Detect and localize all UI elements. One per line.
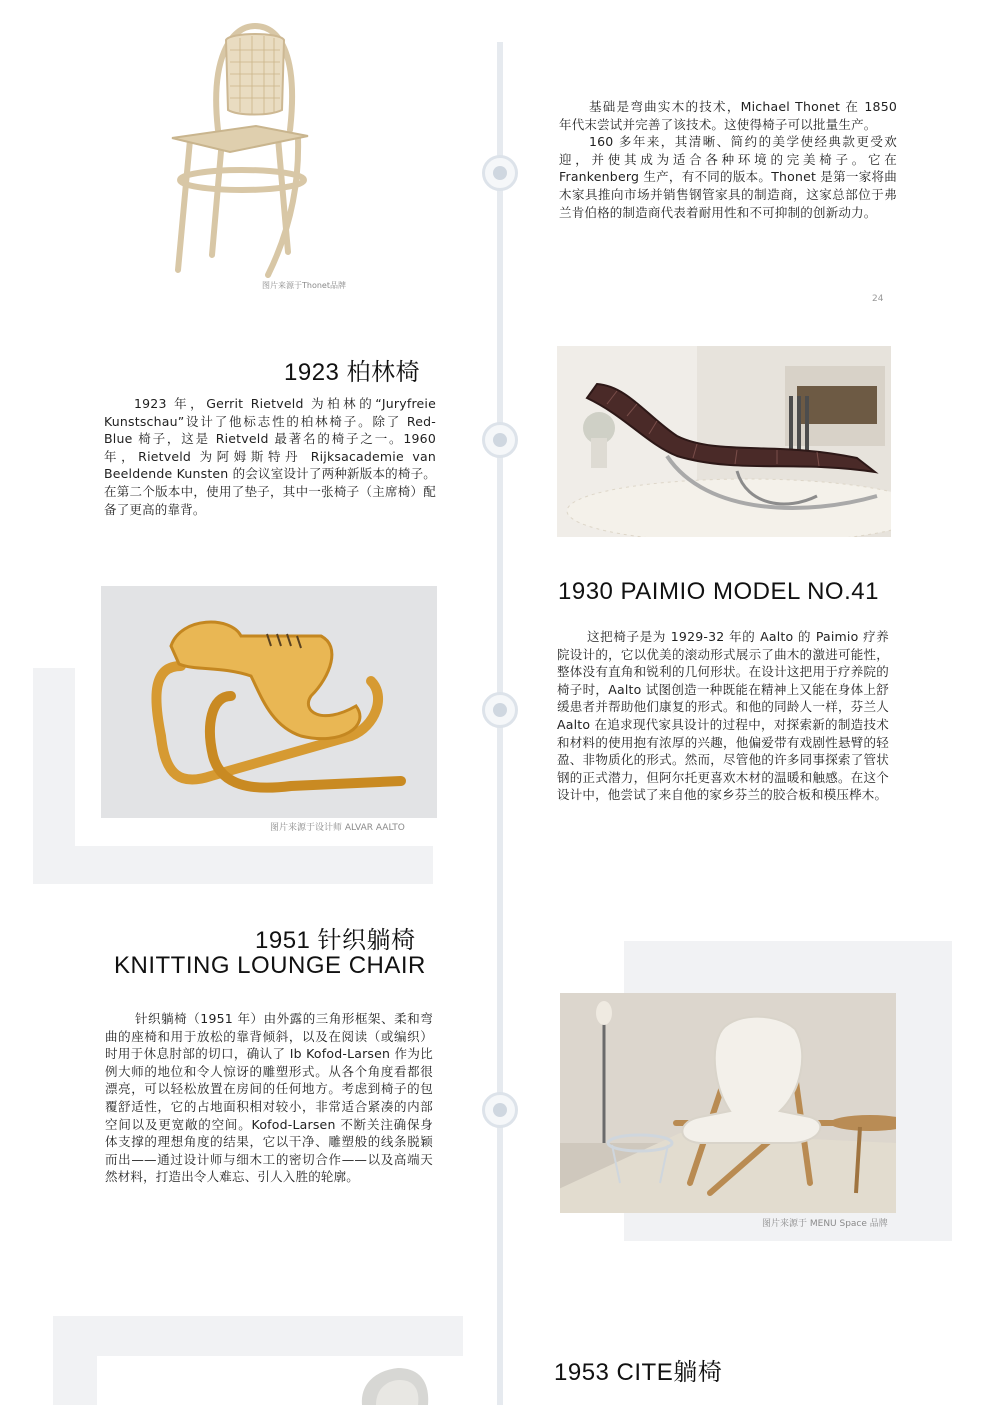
knitting-title-en: KNITTING LOUNGE CHAIR [114, 952, 426, 979]
berlin-paragraph: 1923 年，Gerrit Rietveld 为柏林的“Juryfreie Kunstschau”设计了他标志性的柏林椅子。除了 Red-Blue 椅子，这是 Rietveld 最著名的椅子之一。1960 年，Rietveld 为阿姆斯特丹 Rijksacademie van Beeldende Kunsten 的会议室设计了两种新版本的椅子。在第二个版本中，使用了垫子，其中一张椅子（主席椅）配备了更高的靠背。 [104, 396, 436, 517]
thonet-paragraph-2: 160 多年来，其清晰、简约的美学使经典款更受欢迎，并使其成为适合各种环境的完美椅子。它在 Frankenberg 生产，有不同的版本。Thonet 是第一家将曲木家具推向市场并销售钢管家具的制造商，这家总部位于弗兰肯伯格的制造商代表着耐用性和不可抑制的创新动力。 [559, 134, 897, 220]
thonet-image-caption: 图片来源于Thonet品牌 [262, 281, 346, 290]
cite-chair-image [358, 1362, 438, 1405]
timeline-node-2 [482, 422, 518, 458]
thonet-paragraph-1: 基础是弯曲实木的技术，Michael Thonet 在 1850 年代末尝试并完善了该技术。这使得椅子可以批量生产。 [559, 99, 897, 132]
thonet-text [559, 98, 897, 221]
paimio-title: 1930 PAIMIO MODEL NO.41 [558, 578, 879, 605]
page-number: 24 [872, 294, 884, 304]
paimio-text [557, 628, 889, 804]
timeline-node-4 [482, 1092, 518, 1128]
knitting-image-caption: 图片来源于 MENU Space 品牌 [762, 1219, 888, 1229]
knitting-title-cn: 1951 针织躺椅 [255, 927, 416, 954]
berlin-text [104, 395, 436, 518]
timeline-node-3 [482, 692, 518, 728]
knitting-paragraph: 针织躺椅（1951 年）由外露的三角形框架、柔和弯曲的座椅和用于放松的靠背倾斜，以及在阅读（或编织）时用于休息肘部的切口，确认了 Ib Kofod-Larsen 作为比例大师的地位和令人惊讶的雕塑形式。从各个角度看都很漂亮，可以轻松放置在房间的任何地方。考虑到椅子的包覆舒适性，它的占地面积相对较小，非常适合紧凑的内部空间以及更宽敞的空间。Kofod-Larsen 不断关注确保身体支撑的理想角度的结果，它以干净、雕塑般的线条脱颖而出——通过设计师与细木工的密切合作——以及高端天然材料，打造出令人难忘、引人入胜的轮廓。 [105, 1011, 433, 1185]
mr-lounge-chair-image [557, 346, 891, 537]
timeline-node-1 [482, 155, 518, 191]
berlin-title: 1923 柏林椅 [284, 359, 421, 386]
paimio-chair-image [101, 586, 437, 818]
cite-title: 1953 CITE躺椅 [554, 1359, 723, 1386]
thonet-chair-image [160, 20, 350, 280]
knitting-text [105, 1010, 433, 1186]
deco-block-left-upper-base [33, 846, 433, 884]
paimio-image-caption: 图片来源于设计师 ALVAR AALTO [270, 823, 405, 833]
paimio-paragraph: 这把椅子是为 1929-32 年的 Aalto 的 Paimio 疗养院设计的，它以优美的滚动形式展示了曲木的激进可能性，整体没有直角和锐利的几何形状。在设计这把用于疗养院的椅子时，Aalto 试图创造一种既能在精神上又能在身体上舒缓患者并帮助他们康复的形式。和他的同龄人一样，芬兰人 Aalto 在追求现代家具设计的过程中，对探索新的制造技术和材料的使用抱有浓厚的兴趣，他偏爱带有戏剧性悬臂的轻盈、非物质化的形式。然而，尽管他的许多同事探索了管状钢的正式潜力，但阿尔托更喜欢木材的温暖和触感。在这个设计中，他尝试了来自他的家乡芬兰的胶合板和模压桦木。 [557, 629, 889, 803]
knitting-chair-image [560, 993, 896, 1213]
